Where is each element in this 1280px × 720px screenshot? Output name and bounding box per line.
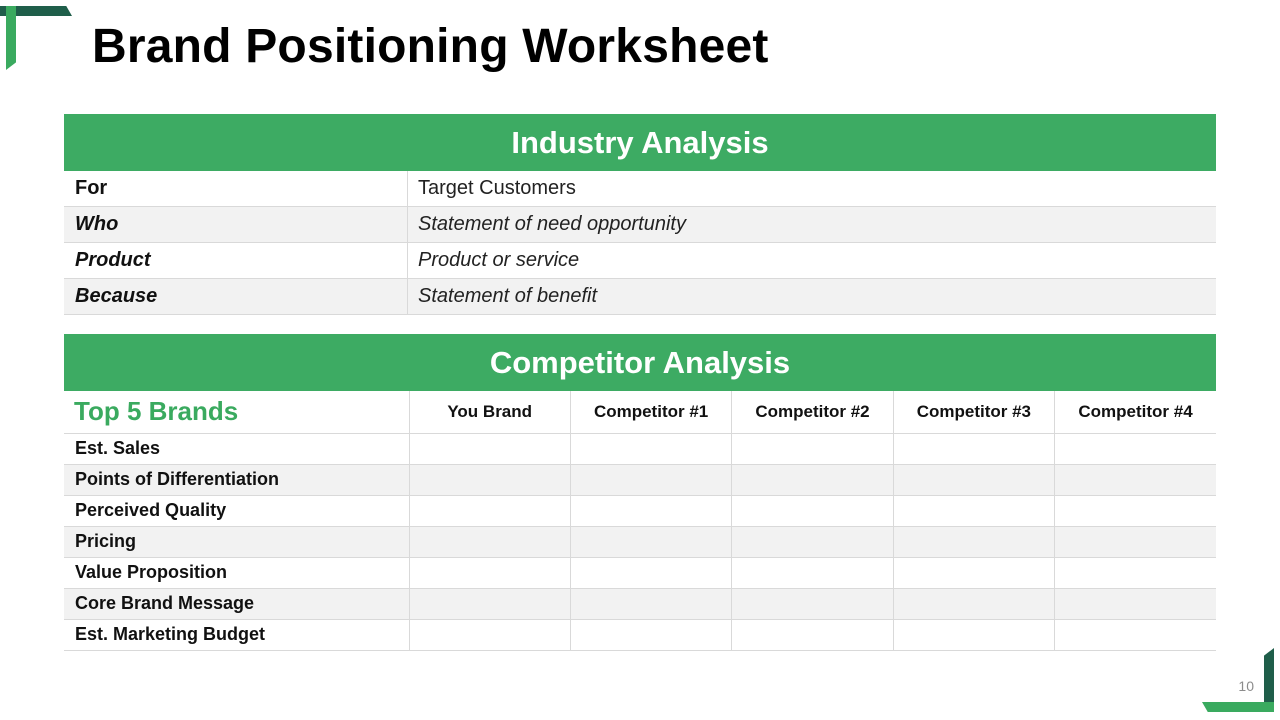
- competitor-header-row: [64, 391, 1216, 433]
- corner-decoration-top-left-vertical: [6, 6, 16, 70]
- table-cell[interactable]: [1055, 557, 1216, 588]
- competitor-analysis-table: [64, 334, 1216, 651]
- table-cell[interactable]: [409, 526, 570, 557]
- industry-row-label: Product: [64, 243, 408, 278]
- industry-row-because: [64, 279, 1216, 315]
- competitor-analysis-header: Competitor Analysis: [64, 334, 1216, 391]
- table-cell[interactable]: [570, 526, 731, 557]
- row-label-est-sales: Est. Sales: [64, 433, 409, 464]
- industry-row-value: Target Customers: [418, 177, 576, 199]
- corner-decoration-bottom-right: [1202, 702, 1274, 712]
- table-cell[interactable]: [570, 619, 731, 650]
- table-cell[interactable]: [409, 464, 570, 495]
- competitor-grid: [64, 391, 1216, 651]
- table-cell[interactable]: [1055, 433, 1216, 464]
- table-cell[interactable]: [409, 588, 570, 619]
- table-cell[interactable]: [409, 495, 570, 526]
- table-row: [64, 433, 1216, 464]
- table-cell[interactable]: [1055, 495, 1216, 526]
- table-cell[interactable]: [570, 464, 731, 495]
- industry-row-label: Because: [64, 279, 408, 314]
- table-cell[interactable]: [1055, 526, 1216, 557]
- industry-row-label: Who: [64, 207, 408, 242]
- table-cell[interactable]: [409, 433, 570, 464]
- table-cell[interactable]: [1055, 464, 1216, 495]
- row-label-marketing-budget: Est. Marketing Budget: [64, 619, 409, 650]
- page-title: Brand Positioning Worksheet: [92, 20, 769, 73]
- table-cell[interactable]: [732, 464, 893, 495]
- industry-row-who: [64, 207, 1216, 243]
- table-cell[interactable]: [1055, 588, 1216, 619]
- industry-analysis-table: [64, 114, 1216, 315]
- industry-row-label: For: [64, 171, 408, 206]
- table-cell[interactable]: [893, 588, 1054, 619]
- table-row: [64, 464, 1216, 495]
- table-cell[interactable]: [893, 464, 1054, 495]
- row-label-core-brand-message: Core Brand Message: [64, 588, 409, 619]
- table-row: [64, 526, 1216, 557]
- table-cell[interactable]: [570, 557, 731, 588]
- table-cell[interactable]: [732, 526, 893, 557]
- industry-row-value: Statement of benefit: [418, 285, 598, 307]
- table-row: [64, 588, 1216, 619]
- row-label-value-proposition: Value Proposition: [64, 557, 409, 588]
- row-label-perceived-quality: Perceived Quality: [64, 495, 409, 526]
- table-row: [64, 495, 1216, 526]
- industry-row-value: Statement of need opportunity: [418, 213, 686, 235]
- industry-analysis-header: Industry Analysis: [64, 114, 1216, 171]
- table-row: [64, 557, 1216, 588]
- table-row: [64, 619, 1216, 650]
- table-cell[interactable]: [409, 619, 570, 650]
- column-header-your-brand: You Brand: [409, 391, 570, 433]
- page-number: 10: [1238, 678, 1254, 694]
- table-cell[interactable]: [570, 433, 731, 464]
- column-header-competitor-1: Competitor #1: [570, 391, 731, 433]
- table-cell[interactable]: [893, 619, 1054, 650]
- table-cell[interactable]: [732, 495, 893, 526]
- industry-row-for: [64, 171, 1216, 207]
- table-cell[interactable]: [409, 557, 570, 588]
- table-cell[interactable]: [570, 495, 731, 526]
- table-cell[interactable]: [893, 433, 1054, 464]
- column-header-competitor-2: Competitor #2: [732, 391, 893, 433]
- row-label-pricing: Pricing: [64, 526, 409, 557]
- row-label-points-of-differentiation: Points of Differentiation: [64, 464, 409, 495]
- industry-row-product: [64, 243, 1216, 279]
- industry-row-value: Product or service: [418, 249, 580, 271]
- table-cell[interactable]: [732, 557, 893, 588]
- column-header-competitor-3: Competitor #3: [893, 391, 1054, 433]
- table-cell[interactable]: [893, 526, 1054, 557]
- top-brands-heading: Top 5 Brands: [64, 391, 409, 433]
- table-cell[interactable]: [732, 588, 893, 619]
- table-cell[interactable]: [893, 557, 1054, 588]
- table-cell[interactable]: [1055, 619, 1216, 650]
- table-cell[interactable]: [570, 588, 731, 619]
- table-cell[interactable]: [893, 495, 1054, 526]
- table-cell[interactable]: [732, 619, 893, 650]
- table-cell[interactable]: [732, 433, 893, 464]
- column-header-competitor-4: Competitor #4: [1055, 391, 1216, 433]
